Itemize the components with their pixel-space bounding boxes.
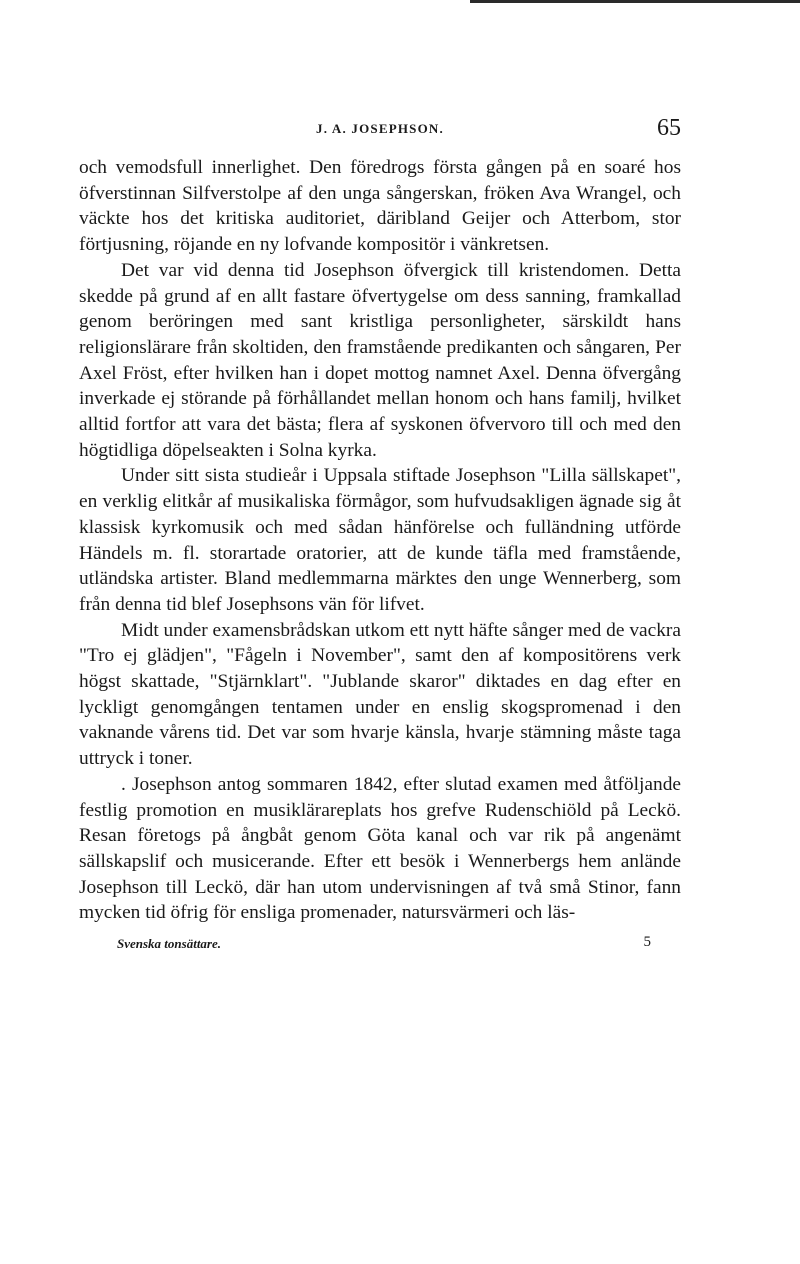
book-page xyxy=(79,115,681,958)
paragraph-2: Det var vid denna tid Josephson öfvergick till kristendomen. Detta skedde på grund af en allt fastare öfvertygelse om dess sanning, framkallad genom beröringen med sant kristliga personligheter, särskildt hans religionslärare från skoltiden, den framstående predikanten och sångaren, Per Axel Fröst, efter hvilken han i dopet mottog namnet Axel. Denna öfvergång inverkade ej störande på förhållandet mellan honom och hans familj, hvilket alltid fortfor att vara det bästa; flera af syskonen öfvervoro till och med den högtidliga döpelseakten i Solna kyrka. xyxy=(79,259,681,461)
page-number: 65 xyxy=(657,115,681,141)
sheet-number: 5 xyxy=(643,934,651,951)
paragraph-5: . Josephson antog sommaren 1842, efter slutad examen med åtföljande festlig promotion en musiklärareplats hos grefve Rudenschiöld på Leckö. Resan företogs på ångbåt genom Göta kanal och var rik på angenämt sällskapslif och musicerande. Efter ett besök i Wennerbergs hem anlände Josephson till Leckö, där han utom undervisningen af två små Stinor, fann mycken tid öfrig för ensliga promenader, natursvärmeri och läs- xyxy=(79,773,681,924)
top-edge-rule xyxy=(470,0,800,3)
signature-mark: Svenska tonsättare. xyxy=(117,936,222,952)
running-title: J. A. JOSEPHSON. xyxy=(316,121,444,136)
page-footer xyxy=(79,934,681,958)
paragraph-3: Under sitt sista studieår i Uppsala stiftade Josephson "Lilla sällskapet", en verklig elitkår af musikaliska förmågor, som hufvudsakligen ägnade sig åt klassisk kyrkomusik och med sådan hänförelse och fulländning utförde Händels m. fl. storartade oratorier, att de kunde täfla med framstående, utländska artister. Bland medlemmarna märktes den unge Wennerberg, som från denna tid blef Josephsons vän för lifvet. xyxy=(79,465,681,615)
body-text xyxy=(79,155,681,926)
paragraph-4: Midt under examensbrådskan utkom ett nytt häfte sånger med de vackra "Tro ej glädjen", "Fågeln i November", samt den af kompositörens verk högst skattade, "Stjärnklart". "Jublande skaror" diktades en dag efter en lyckligt genomgången tentamen under en enslig skogspromenad i den vaknande vårens tid. Det var som hvarje känsla, hvarje stämning måste taga uttryck i toner. xyxy=(79,619,681,770)
paragraph-1: och vemodsfull innerlighet. Den föredrogs första gången på en soaré hos öfverstinnan Silfverstolpe af den unga sångerskan, fröken Ava Wrangel, och väckte hos det kritiska auditoriet, däribland Geijer och Atterbom, stor förtjusning, röjande en ny lofvande kompositör i vänkretsen. xyxy=(79,157,681,256)
running-head xyxy=(79,115,681,151)
